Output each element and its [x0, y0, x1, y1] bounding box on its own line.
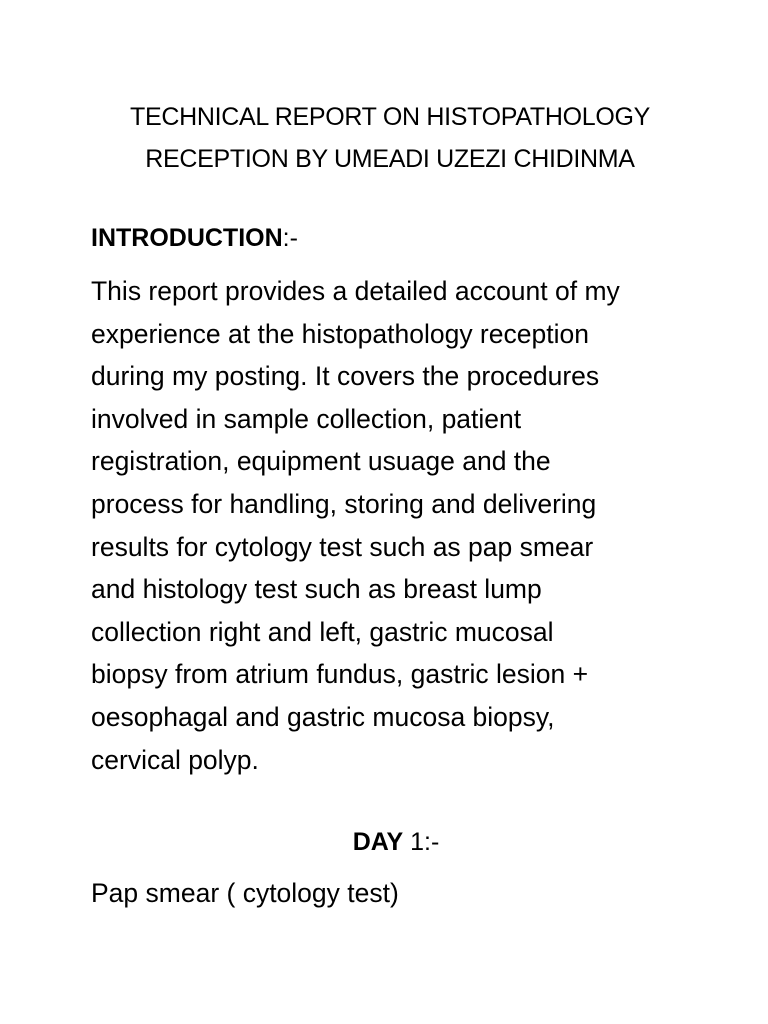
day-suffix: 1:-: [403, 828, 440, 856]
day-label: DAY: [352, 828, 404, 856]
paragraph-line: and histology test such as breast lump: [91, 574, 542, 605]
paragraph-line: biopsy from atrium fundus, gastric lesion +: [91, 659, 589, 690]
introduction-heading: [91, 218, 298, 258]
paragraph-line: process for handling, storing and delivering: [91, 488, 597, 519]
paragraph-line: collection right and left, gastric mucosal: [91, 616, 554, 647]
paragraph-line: involved in sample collection, patient: [91, 403, 522, 434]
day-heading: [0, 822, 768, 862]
introduction-label: INTRODUCTION: [91, 224, 283, 252]
introduction-paragraph: [91, 270, 691, 781]
paragraph-line: experience at the histopathology reception: [91, 318, 589, 349]
title-line-1: TECHNICAL REPORT ON HISTOPATHOLOGY: [130, 103, 650, 131]
paragraph-line: oesophagal and gastric mucosa biopsy,: [91, 701, 555, 732]
section-subheading: Pap smear ( cytology test): [91, 878, 399, 908]
paragraph-line: cervical polyp.: [91, 744, 259, 775]
paragraph-line: results for cytology test such as pap smear: [91, 531, 594, 562]
introduction-suffix: :-: [282, 224, 298, 252]
paragraph-line: during my posting. It covers the procedures: [91, 361, 600, 392]
report-title: [90, 96, 690, 180]
paragraph-line: This report provides a detailed account of my: [91, 276, 620, 306]
paragraph-line: registration, equipment usuage and the: [91, 446, 551, 477]
title-line-2: RECEPTION BY UMEADI UZEZI CHIDINMA: [145, 145, 635, 173]
